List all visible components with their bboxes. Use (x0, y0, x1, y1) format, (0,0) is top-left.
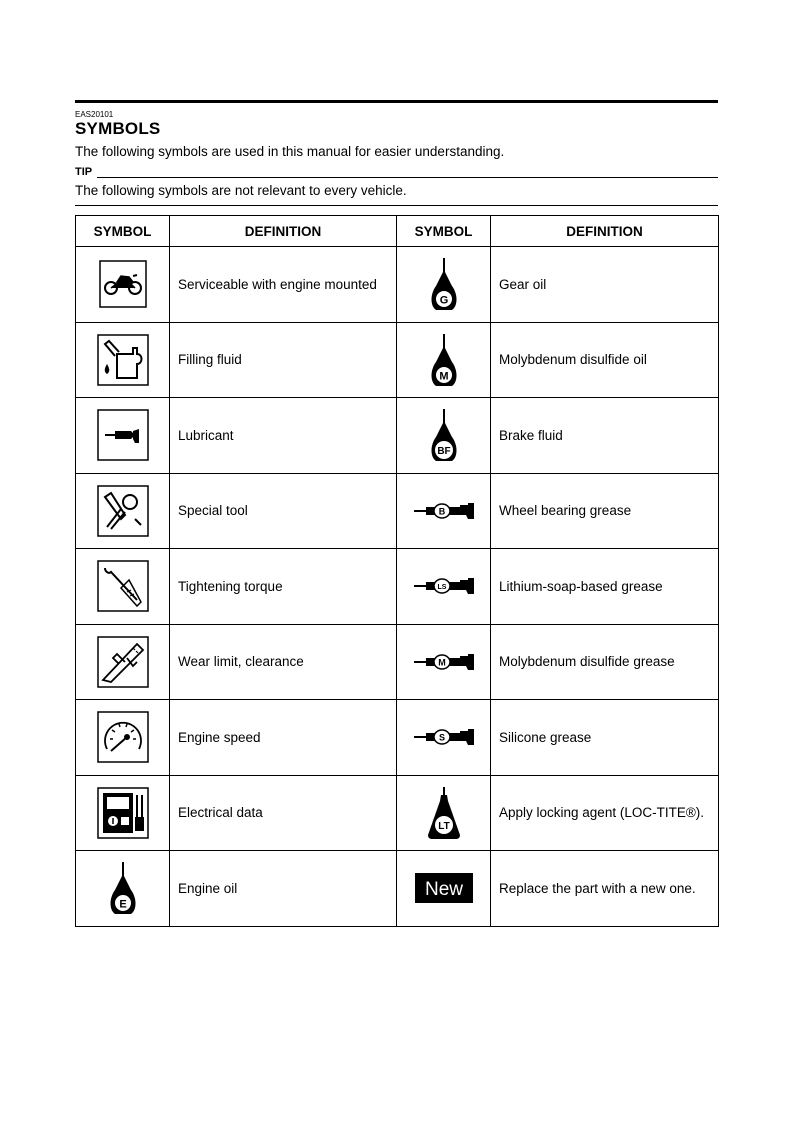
table-header-row (76, 216, 719, 247)
table-row (76, 473, 719, 549)
tip-end-rule (75, 205, 718, 206)
definition-cell: Tightening torque (170, 549, 397, 625)
table-row (76, 549, 719, 625)
locking-agent-icon (422, 785, 466, 841)
symbol-letter: E (118, 898, 127, 911)
oil-can-icon (103, 860, 143, 916)
column-header: DEFINITION (491, 216, 719, 247)
torque-wrench-icon (97, 560, 149, 612)
tachometer-icon (97, 711, 149, 763)
section-code: EAS20101 (75, 110, 114, 119)
definition-cell: Wheel bearing grease (491, 473, 719, 549)
grease-gun-icon (412, 650, 476, 674)
column-header: DEFINITION (170, 216, 397, 247)
oil-can-icon (424, 332, 464, 388)
new-part-icon (415, 873, 473, 903)
symbol-letter: M (437, 657, 446, 668)
table-row (76, 322, 719, 398)
special-tool-icon (97, 485, 149, 537)
definition-cell: Lithium-soap-based grease (491, 549, 719, 625)
table-row (76, 398, 719, 474)
column-header: SYMBOL (397, 216, 491, 247)
multimeter-icon (97, 787, 149, 839)
symbol-letter: M (438, 370, 449, 383)
symbol-letter: B (438, 506, 445, 517)
symbol-letter: LT (437, 820, 450, 832)
symbols-table (75, 215, 719, 927)
intro-text: The following symbols are used in this manual for easier understanding. (75, 144, 505, 159)
definition-cell: Engine oil (170, 851, 397, 927)
lubricant-icon (97, 409, 149, 461)
grease-gun-icon (412, 574, 476, 598)
tip-label: TIP (75, 166, 93, 178)
table-row (76, 851, 719, 927)
oil-can-icon (424, 256, 464, 312)
definition-cell: Silicone grease (491, 700, 719, 776)
top-rule (75, 100, 718, 103)
definition-cell: Lubricant (170, 398, 397, 474)
grease-gun-icon (412, 499, 476, 523)
table-row (76, 775, 719, 851)
definition-cell: Brake fluid (491, 398, 719, 474)
motorcycle-icon (99, 260, 147, 308)
definition-cell: Serviceable with engine mounted (170, 247, 397, 323)
symbol-letter: LS (437, 584, 446, 592)
symbol-letter: New (424, 879, 463, 901)
definition-cell: Filling fluid (170, 322, 397, 398)
grease-gun-icon (412, 725, 476, 749)
tip-text: The following symbols are not relevant to every vehicle. (75, 183, 407, 198)
definition-cell: Special tool (170, 473, 397, 549)
definition-cell: Engine speed (170, 700, 397, 776)
table-row (76, 247, 719, 323)
tip-rule (97, 177, 718, 178)
definition-cell: Electrical data (170, 775, 397, 851)
definition-cell: Molybdenum disulfide oil (491, 322, 719, 398)
page-title: SYMBOLS (75, 119, 161, 138)
oil-can-icon (424, 407, 464, 463)
definition-cell: Apply locking agent (LOC-TITE®). (491, 775, 719, 851)
table-row (76, 624, 719, 700)
definition-cell: Wear limit, clearance (170, 624, 397, 700)
symbol-letter: S (438, 732, 445, 743)
table-row (76, 700, 719, 776)
symbol-letter: BF (436, 446, 451, 458)
caliper-icon (97, 636, 149, 688)
symbol-letter: G (439, 294, 448, 307)
definition-cell: Molybdenum disulfide grease (491, 624, 719, 700)
definition-cell: Gear oil (491, 247, 719, 323)
column-header: SYMBOL (76, 216, 170, 247)
filling-fluid-icon (97, 334, 149, 386)
definition-cell: Replace the part with a new one. (491, 851, 719, 927)
